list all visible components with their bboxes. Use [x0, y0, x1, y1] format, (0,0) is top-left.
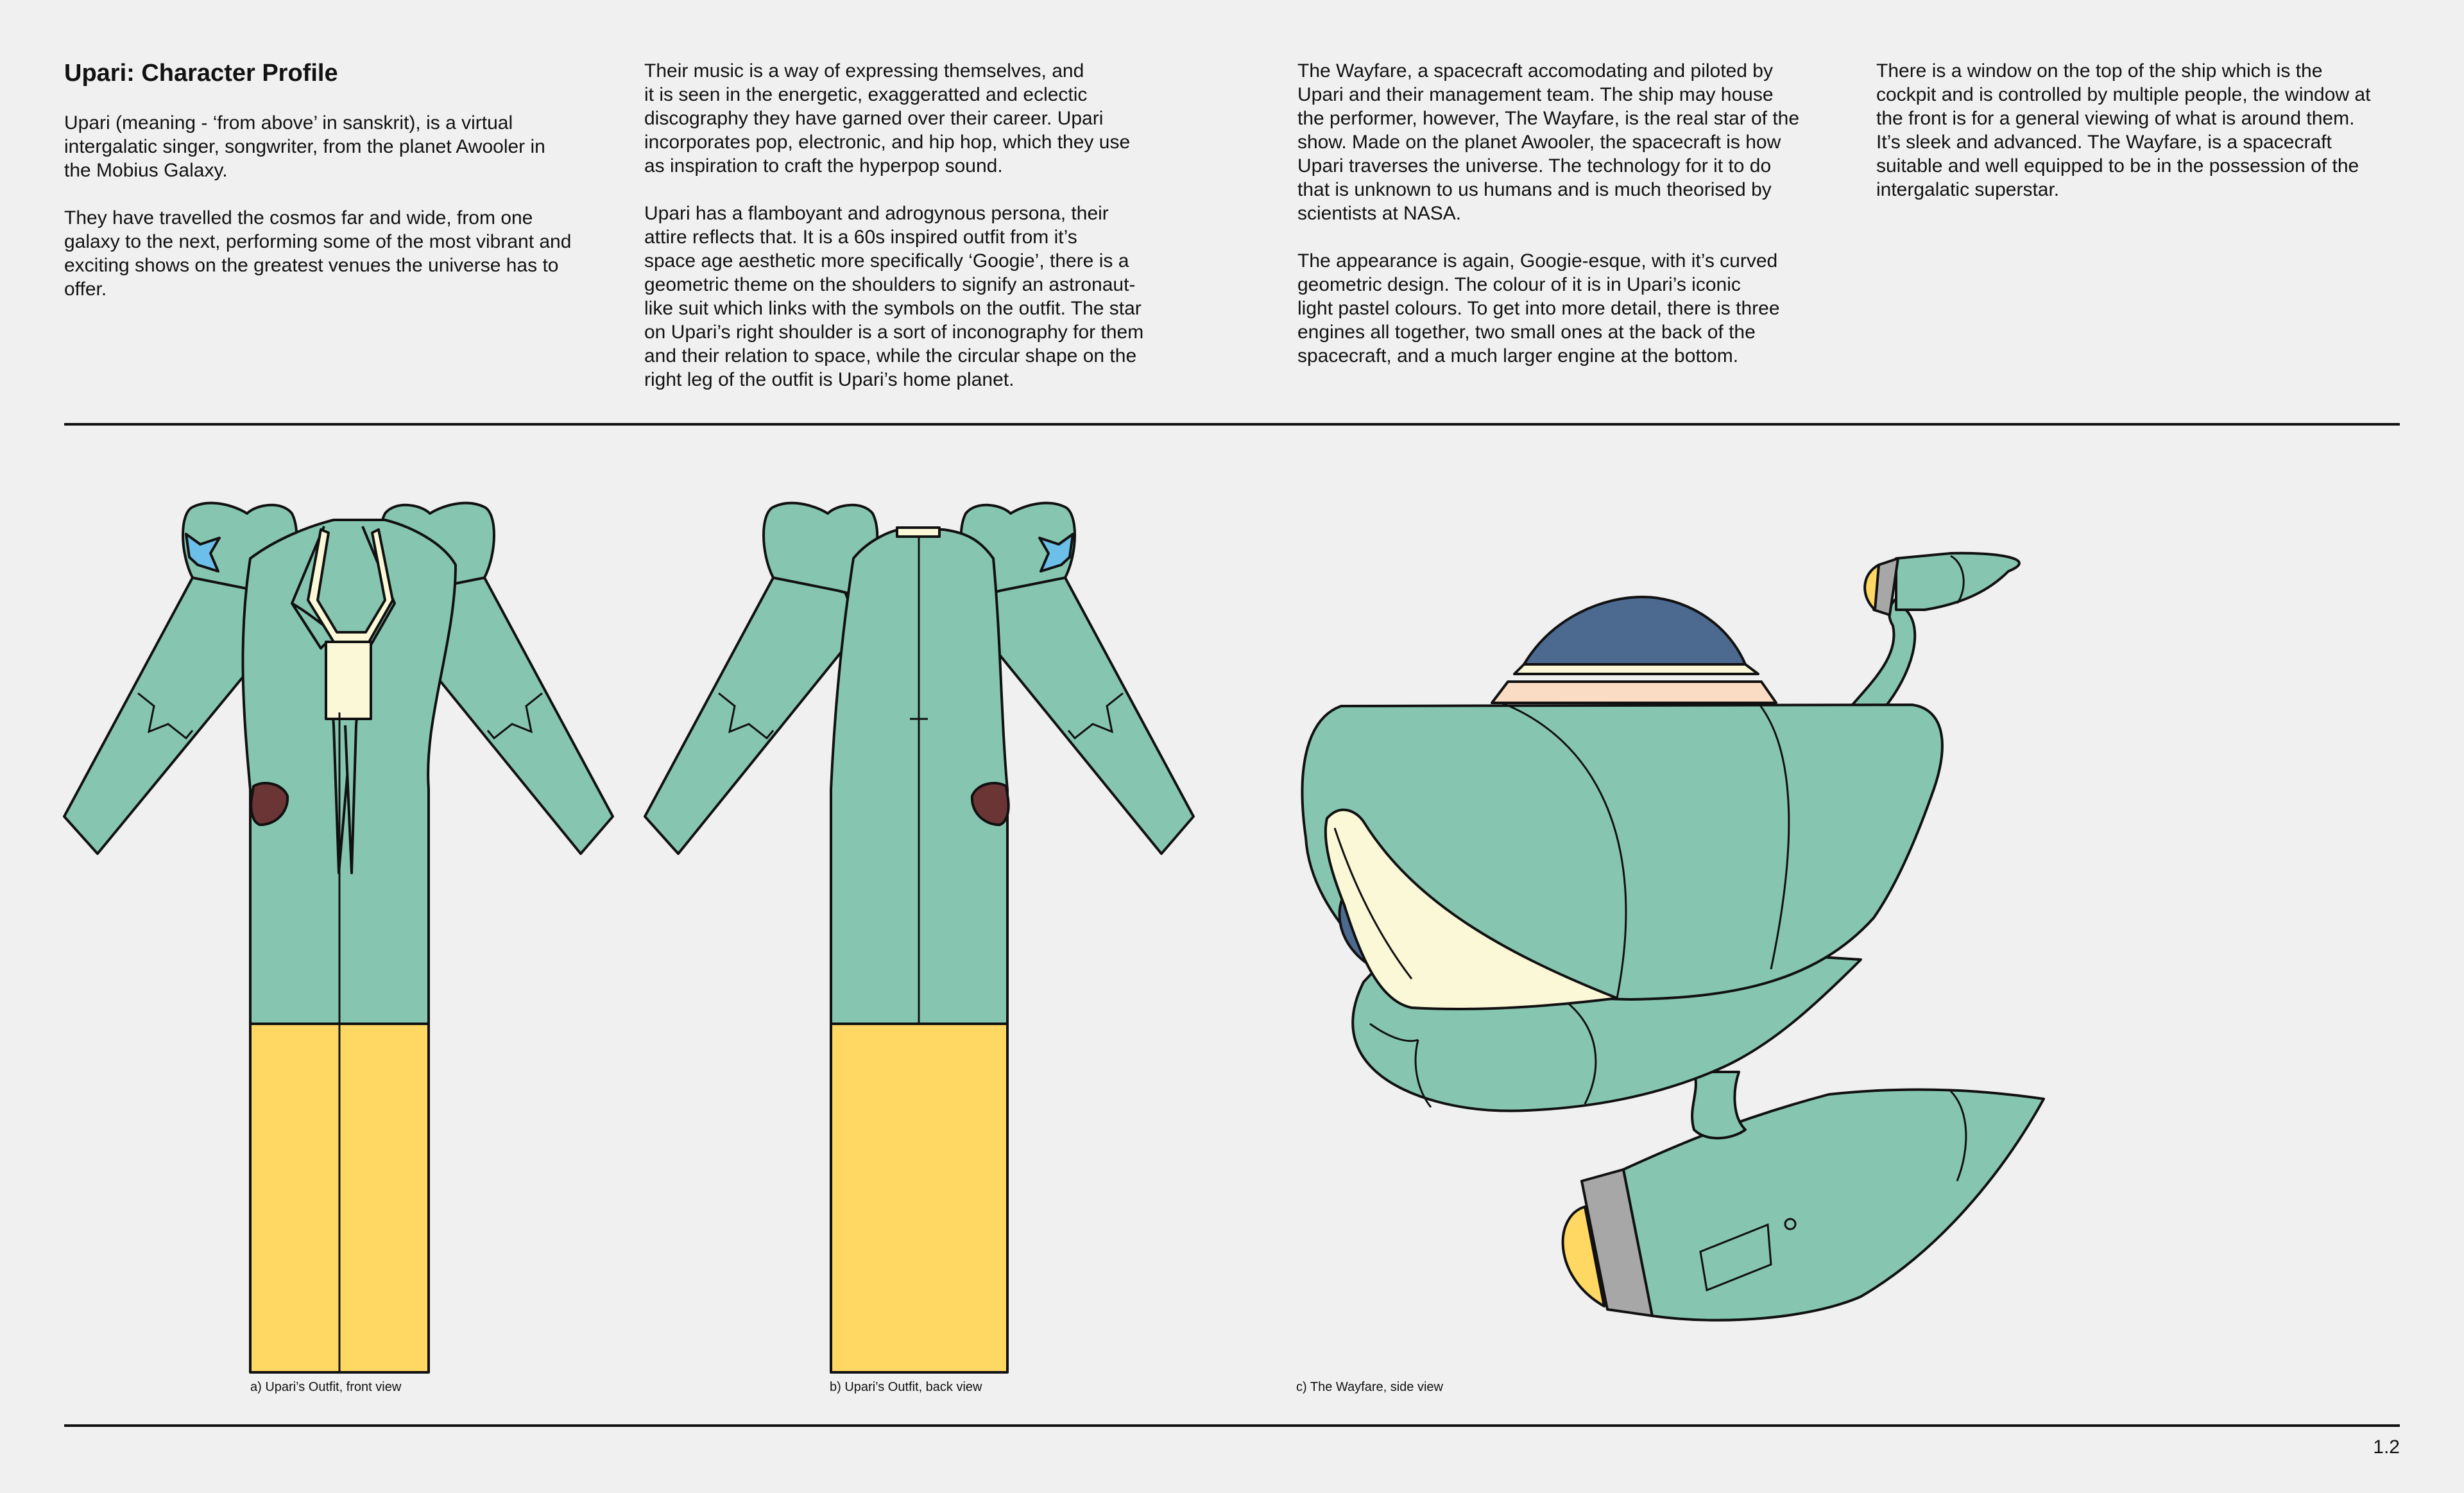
wayfare-paragraph: The Wayfare, a spacecraft accomodating and piloted by Upari and their management team. The ship may house the performer, however, The Wayfare, is the real star of the show. Made on the planet Awooler, the spacecraft is how Upari traverses the universe. The technology for it to do that is unknown to us humans and is much theorised by scientists at NASA.: [1297, 60, 1800, 224]
back-right-sleeve: [979, 565, 1194, 854]
page-number: 1.2: [2373, 1437, 2400, 1458]
outfit-front-view: [64, 503, 613, 1372]
caption-outfit-front: a) Upari’s Outfit, front view: [250, 1380, 402, 1394]
window-paragraph: There is a window on the top of the ship which is the cockpit and is controlled by multiple people, the window at the front is for a general viewing of what is around them. It’s sleek and advanced. The Wayfare, is a spacecraft suitable and well equipped to be in the possession of the intergalatic superstar.: [1876, 60, 2371, 200]
back-collar: [897, 528, 939, 537]
cockpit-dome: [1524, 597, 1745, 664]
music-paragraph: Their music is a way of expressing themselves, and it is seen in the energetic, exaggeratted and eclectic discography they have garned over their career. Upari incorporates pop, electronic, and hip hop, which they use as inspiration to craft the hyperpop sound.: [644, 60, 1131, 177]
bottom-divider: [64, 1424, 2400, 1427]
cockpit-frame: [1514, 664, 1758, 674]
caption-wayfare: c) The Wayfare, side view: [1296, 1380, 1443, 1394]
outfit-back-view: [645, 503, 1194, 1372]
back-trousers: [831, 1024, 1007, 1372]
engine-strut: [1692, 1072, 1745, 1138]
front-shirt: [326, 642, 371, 719]
travel-paragraph: They have travelled the cosmos far and wide, from one galaxy to the next, performing some of the most vibrant and exciting shows on the greatest venues the universe has to offer.: [64, 207, 572, 300]
persona-paragraph: Upari has a flamboyant and adrogynous persona, their attire reflects that. It is a 60s inspired outfit from it’s space age aesthetic more specifically ‘Googie’, there is a geometric theme on the shoulders to signify an astronaut- like suit which links with the symbols on the outfit. The star on Upari’s right shoulder is a sort of inconography for them and their relation to space, while the circular shape on the right leg of the outfit is Upari’s home planet.: [644, 203, 1144, 390]
caption-outfit-back: b) Upari’s Outfit, back view: [830, 1380, 982, 1394]
rear-engine-nozzle: [1865, 565, 1879, 610]
lower-engine-body: [1623, 1089, 2044, 1320]
wayfare-ship: [1303, 553, 2044, 1320]
page-title: Upari: Character Profile: [64, 60, 338, 87]
back-left-sleeve: [645, 565, 860, 854]
intro-paragraph: Upari (meaning - ‘from above’ in sanskrit), is a virtual intergalatic singer, songwriter, from the planet Awooler in the Mobius Galaxy.: [64, 112, 545, 181]
cockpit-base: [1492, 682, 1776, 703]
appearance-paragraph: The appearance is again, Googie-esque, with it’s curved geometric design. The colour of it is in Upari’s iconic light pastel colours. To get into more detail, there is three engines all together, two small ones at the back of the spacecraft, and a much larger engine at the bottom.: [1297, 250, 1780, 367]
